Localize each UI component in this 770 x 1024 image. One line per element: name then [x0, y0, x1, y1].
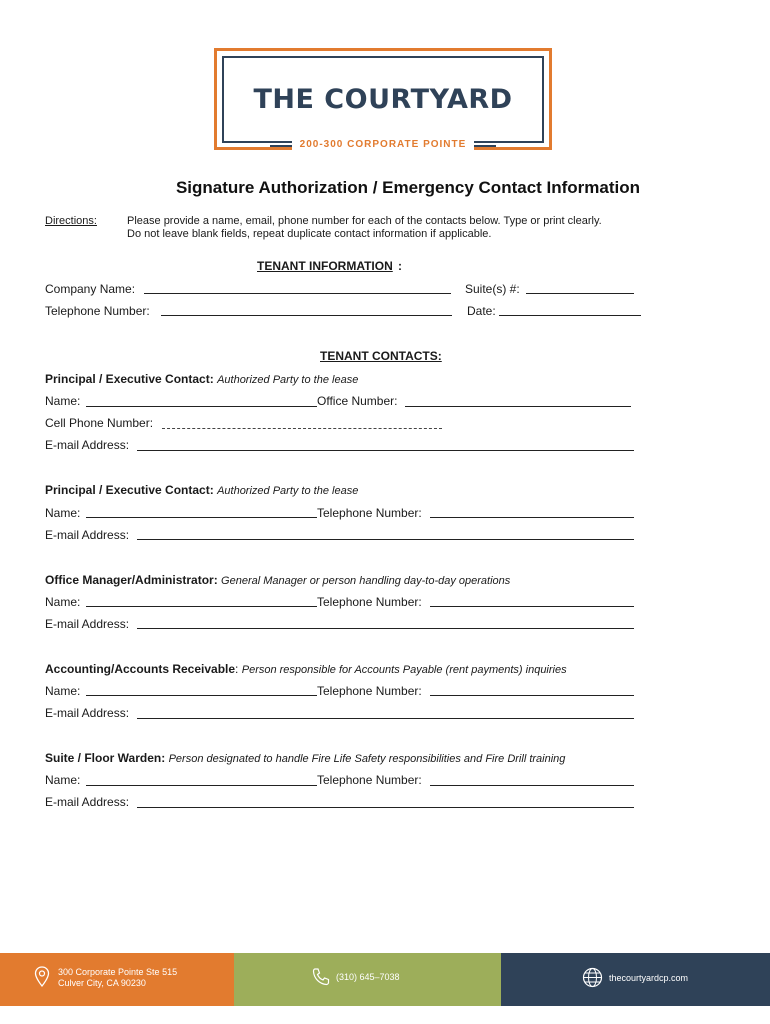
tenant-info-heading-colon: : — [398, 259, 402, 273]
telephone-field[interactable] — [161, 315, 452, 316]
contact-2-email-label: E-mail Address: — [45, 528, 130, 542]
contact-section-3-title: Office Manager/Administrator: — [45, 573, 218, 587]
contact-section-1-desc: Authorized Party to the lease — [217, 374, 359, 386]
form-title: Signature Authorization / Emergency Contact Information — [175, 178, 641, 197]
footer-address — [58, 967, 177, 989]
contact-section-2-desc: Authorized Party to the lease — [217, 485, 359, 497]
contact-1-name-field[interactable] — [86, 406, 317, 407]
contact-1-email-label: E-mail Address: — [45, 438, 130, 452]
contact-section-5-title: Suite / Floor Warden: — [45, 751, 166, 765]
footer-address-line-1: 300 Corporate Pointe Ste 515 — [58, 967, 178, 977]
company-name-field[interactable] — [144, 293, 451, 294]
contact-section-5-desc: Person designated to handle Fire Life Safety responsibilities and Fire Drill training — [168, 753, 566, 765]
logo-title: THE COURTYARD — [253, 84, 513, 115]
contact-3-name-label: Name: — [45, 595, 81, 609]
location-pin-icon — [34, 966, 50, 988]
globe-icon — [582, 967, 603, 988]
footer-website[interactable]: thecourtyardcp.com — [609, 973, 689, 983]
suite-field[interactable] — [526, 293, 634, 294]
directions-line-1: Please provide a name, email, phone number for each of the contacts below. Type or print clearly. — [127, 215, 602, 227]
date-field[interactable] — [499, 315, 641, 316]
contact-section-1-title: Principal / Executive Contact: — [45, 372, 214, 386]
contact-5-email-label: E-mail Address: — [45, 795, 130, 809]
contact-5-email-field[interactable] — [137, 807, 634, 808]
contact-2-phone-label: Telephone Number: — [317, 506, 422, 520]
logo-rule-left — [270, 141, 292, 147]
tenant-info-heading-text: TENANT INFORMATION — [257, 259, 393, 273]
contact-section-4-colon: : — [235, 662, 239, 676]
contact-3-email-field[interactable] — [137, 628, 634, 629]
tenant-info-heading — [257, 259, 393, 273]
contact-3-phone-label: Telephone Number: — [317, 595, 422, 609]
phone-icon — [311, 967, 331, 987]
contact-4-email-field[interactable] — [137, 718, 634, 719]
contact-2-name-field[interactable] — [86, 517, 317, 518]
contact-1-name-label: Name: — [45, 394, 81, 408]
contact-2-name-label: Name: — [45, 506, 81, 520]
contact-section-4-title: Accounting/Accounts Receivable — [45, 662, 236, 676]
contact-4-name-label: Name: — [45, 684, 81, 698]
suite-label: Suite(s) #: — [465, 282, 520, 296]
directions-text — [127, 215, 667, 241]
contact-4-phone-label: Telephone Number: — [317, 684, 422, 698]
contact-1-email-field[interactable] — [137, 450, 634, 451]
contact-section-4-header — [45, 662, 567, 676]
directions-line-2: Do not leave blank fields, repeat duplicate contact information if applicable. — [127, 228, 492, 240]
telephone-label: Telephone Number: — [45, 304, 150, 318]
contact-section-3-header — [45, 573, 510, 587]
contact-section-4-desc: Person responsible for Accounts Payable (rent payments) inquiries — [241, 664, 567, 676]
contact-2-phone-field[interactable] — [430, 517, 634, 518]
company-name-label: Company Name: — [45, 282, 136, 296]
contact-section-2-header — [45, 483, 358, 497]
tenant-contacts-heading: TENANT CONTACTS: — [320, 349, 442, 363]
footer-phone[interactable]: (310) 645–7038 — [336, 972, 400, 982]
contact-section-3-desc: General Manager or person handling day-to-day operations — [221, 575, 511, 587]
contact-5-name-field[interactable] — [86, 785, 317, 786]
logo-subtitle: 200-300 CORPORATE POINTE — [292, 139, 475, 150]
contact-4-phone-field[interactable] — [430, 695, 634, 696]
contact-1-cell-label: Cell Phone Number: — [45, 416, 154, 430]
contact-section-5-header — [45, 751, 565, 765]
contact-1-office-label: Office Number: — [317, 394, 398, 408]
contact-section-2-title: Principal / Executive Contact: — [45, 483, 214, 497]
footer-address-line-2: Culver City, CA 90230 — [58, 978, 146, 988]
date-label: Date: — [467, 304, 496, 318]
contact-2-email-field[interactable] — [137, 539, 634, 540]
contact-5-phone-label: Telephone Number: — [317, 773, 422, 787]
contact-3-name-field[interactable] — [86, 606, 317, 607]
contact-4-name-field[interactable] — [86, 695, 317, 696]
contact-1-cell-field[interactable] — [162, 428, 442, 429]
contact-3-email-label: E-mail Address: — [45, 617, 130, 631]
contact-section-1-header — [45, 372, 358, 386]
contact-3-phone-field[interactable] — [430, 606, 634, 607]
contact-4-email-label: E-mail Address: — [45, 706, 130, 720]
logo-subtitle-row — [222, 134, 544, 154]
contact-5-name-label: Name: — [45, 773, 81, 787]
logo-rule-right — [474, 141, 496, 147]
directions-label: Directions: — [45, 215, 97, 227]
contact-1-office-field[interactable] — [405, 406, 631, 407]
contact-5-phone-field[interactable] — [430, 785, 634, 786]
